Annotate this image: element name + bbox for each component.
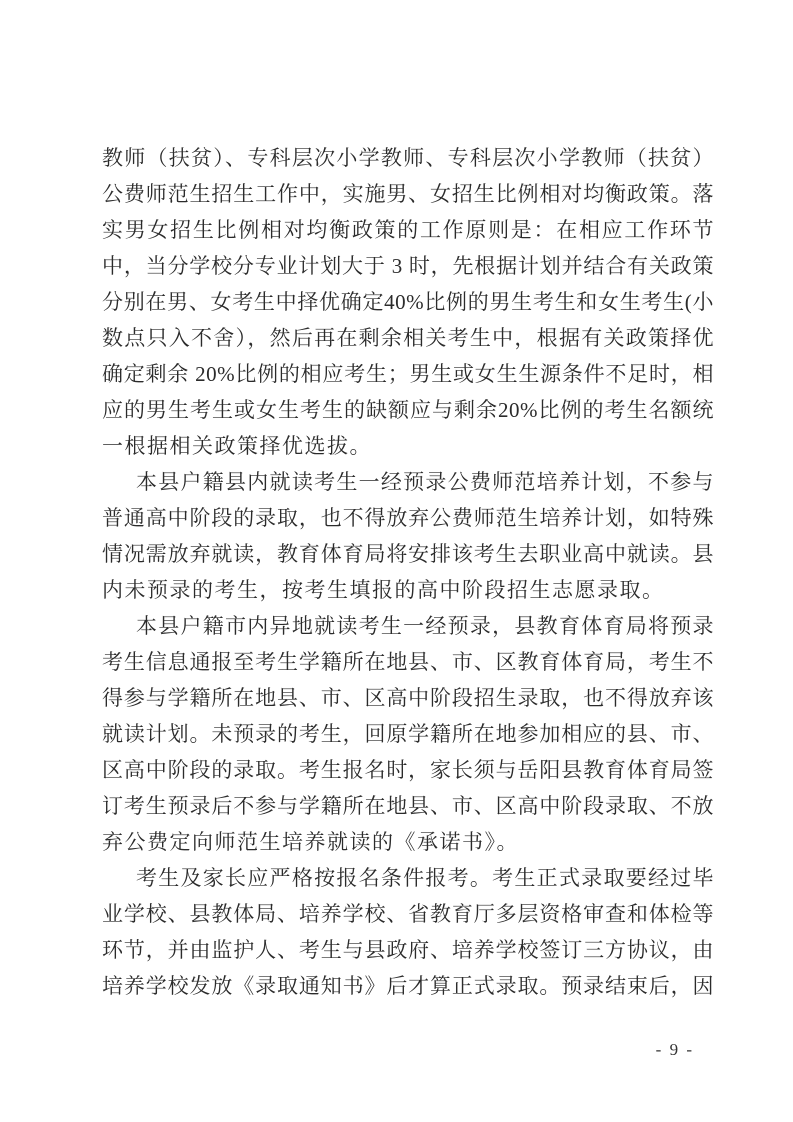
text-line: 弃公费定向师范生培养就读的《承诺书》。: [102, 830, 519, 854]
text-line: 数点只入不舍），然后再在剩余相关考生中，根据有关政策择优: [102, 326, 714, 350]
text-line: 内未预录的考生，按考生填报的高中阶段招生志愿录取。: [102, 578, 665, 602]
text-line: 环节，并由监护人、考生与县政府、培养学校签订三方协议，由: [102, 938, 714, 962]
text-line: 区高中阶段的录取。考生报名时，家长须与岳阳县教育体育局签: [102, 758, 714, 782]
text-line: 中，当分学校分专业计划大于 3 时，先根据计划并结合有关政策: [102, 254, 714, 278]
text-line: 考生信息通报至考生学籍所在地县、市、区教育体育局，考生不: [102, 650, 714, 674]
text-line: 应的男生考生或女生考生的缺额应与剩余20%比例的考生名额统: [102, 398, 714, 422]
text-line: 实男女招生比例相对均衡政策的工作原则是：在相应工作环节: [102, 218, 714, 242]
text-line: 确定剩余 20%比例的相应考生；男生或女生生源条件不足时，相: [102, 362, 714, 386]
text-line: 得参与学籍所在地县、市、区高中阶段招生录取，也不得放弃该: [102, 686, 714, 710]
text-line: 考生及家长应严格按报名条件报考。考生正式录取要经过毕: [136, 866, 714, 890]
text-line: 本县户籍市内异地就读考生一经预录，县教育体育局将预录: [136, 614, 714, 638]
text-line: 订考生预录后不参与学籍所在地县、市、区高中阶段录取、不放: [102, 794, 714, 818]
text-line: 分别在男、女考生中择优确定40%比例的男生考生和女生考生(小: [102, 290, 714, 314]
page-number: - 9 -: [655, 1040, 694, 1059]
text-line: 普通高中阶段的录取，也不得放弃公费师范生培养计划，如特殊: [102, 506, 714, 530]
text-line: 教师（扶贫）、专科层次小学教师、专科层次小学教师（扶贫）: [102, 146, 714, 170]
text-line: 就读计划。未预录的考生，回原学籍所在地参加相应的县、市、: [102, 722, 714, 746]
text-line: 培养学校发放《录取通知书》后才算正式录取。预录结束后，因: [102, 974, 714, 998]
text-line: 公费师范生招生工作中，实施男、女招生比例相对均衡政策。落: [102, 182, 714, 206]
document-body: [102, 140, 714, 1004]
text-line: 一根据相关政策择优选拔。: [102, 434, 372, 458]
text-line: 情况需放弃就读，教育体育局将安排该考生去职业高中就读。县: [102, 542, 714, 566]
text-line: 业学校、县教体局、培养学校、省教育厅多层资格审查和体检等: [102, 902, 714, 926]
text-line: 本县户籍县内就读考生一经预录公费师范培养计划，不参与: [136, 470, 714, 494]
